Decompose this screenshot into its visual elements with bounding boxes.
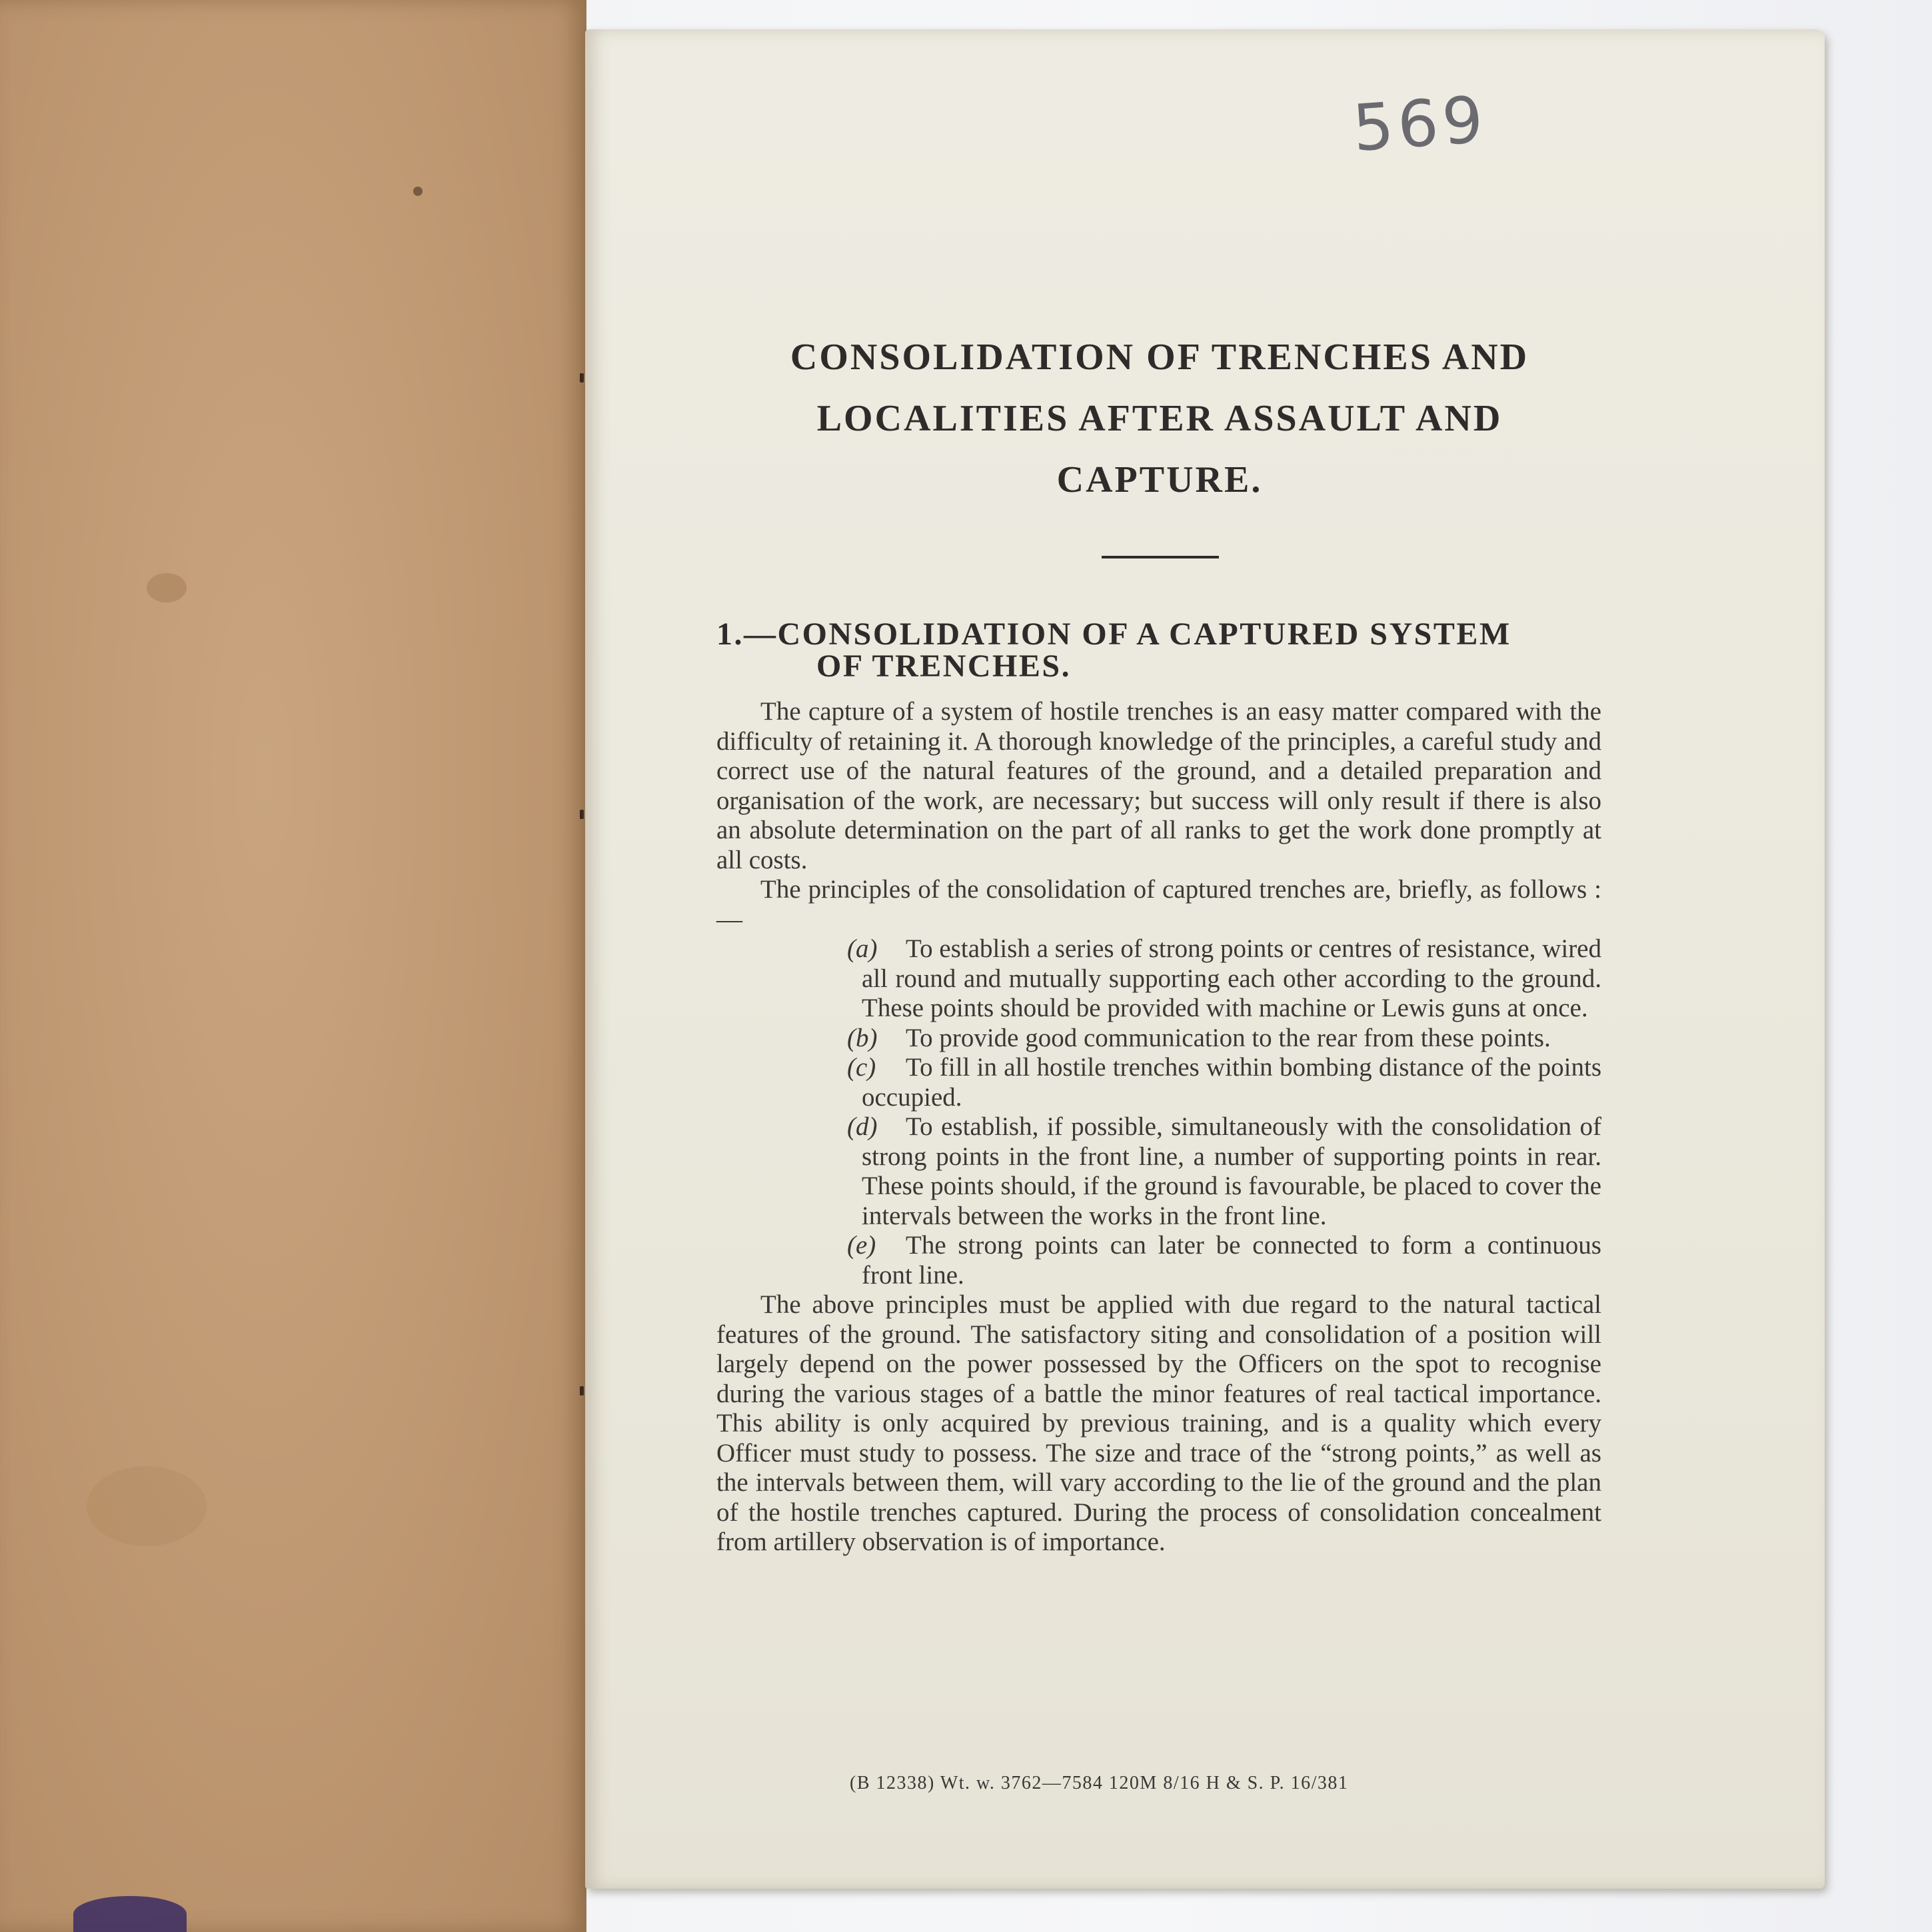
paragraph: The above principles must be applied with due regard to the natural tactical features of the ground. The satisfactory siting and consolidation of a position will largely depend on the power possessed by the Officers on the spot to recognise during the various stages of a battle the minor features of real tactical importance. This ability is only acquired by previous training, and is a quality which every Officer must study to possess. The size and trace of the “strong points,” as well as the intervals between them, will vary according to the lie of the ground and the plan of the hostile trenches captured. During the process of consolidation concealment from artillery observation is of importance.	[716, 1290, 1601, 1556]
booklet-cover-left	[0, 0, 586, 1932]
binding-staple	[580, 373, 584, 383]
section-body	[716, 697, 1601, 1557]
binding-staple	[580, 1386, 584, 1396]
cover-stain	[413, 187, 423, 196]
principle-text: The strong points can later be connected to form a continuous front line.	[862, 1231, 1601, 1290]
section-heading-line: OF TRENCHES.	[816, 648, 1072, 684]
ink-stamp-mark	[73, 1896, 187, 1932]
principle-text: To establish a series of strong points or centres of resistance, wired all round and mutually supporting each other according to the ground. These points should be provided with machine or Lewis guns at once.	[862, 934, 1601, 1022]
printer-imprint: (B 12338) Wt. w. 3762—7584 120M 8/16 H & S. P. 16/381	[850, 1773, 1349, 1793]
section-heading	[716, 618, 1603, 682]
principle-letter: (c)	[847, 1053, 876, 1082]
handwritten-page-number: 569	[1350, 82, 1489, 166]
title-line: CONSOLIDATION OF TRENCHES AND	[790, 337, 1529, 378]
principle-item	[716, 1231, 1601, 1290]
title-line: CAPTURE.	[1056, 459, 1263, 500]
paragraph: The capture of a system of hostile trenches is an easy matter compared with the difficulty of retaining it. A thorough knowledge of the principles, a careful study and correct use of the natural features of the ground, and a detailed preparation and organisation of the work, are necessary; but success will only result if there is also an absolute determination on the part of all ranks to get the work done promptly at all costs.	[716, 697, 1601, 874]
document-title	[666, 327, 1653, 510]
title-divider	[1102, 556, 1219, 558]
section-number: 1.—	[716, 616, 778, 652]
title-line: LOCALITIES AFTER ASSAULT AND	[816, 398, 1503, 439]
principle-item	[716, 934, 1601, 1024]
principle-letter: (d)	[847, 1112, 878, 1141]
paragraph: The principles of the consolidation of captured trenches are, briefly, as follows :—	[716, 875, 1601, 934]
principle-letter: (b)	[847, 1023, 878, 1052]
principle-text: To provide good communication to the rear from these points.	[906, 1023, 1551, 1052]
binding-staple	[580, 810, 584, 819]
principle-item	[716, 1024, 1601, 1054]
section-heading-line: CONSOLIDATION OF A CAPTURED SYSTEM	[777, 616, 1511, 652]
cover-stain	[87, 1466, 207, 1546]
principle-text: To establish, if possible, simultaneously with the consolidation of strong points in the front line, a number of supporting points in rear. These points should, if the ground is favourable, be placed to cover the intervals between the works in the front line.	[862, 1112, 1601, 1230]
principle-letter: (e)	[847, 1231, 876, 1260]
principle-text: To fill in all hostile trenches within bombing distance of the points occupied.	[862, 1053, 1601, 1112]
cover-stain	[147, 573, 187, 602]
principle-letter: (a)	[847, 934, 878, 963]
principle-item	[716, 1112, 1601, 1231]
principle-item	[716, 1053, 1601, 1112]
